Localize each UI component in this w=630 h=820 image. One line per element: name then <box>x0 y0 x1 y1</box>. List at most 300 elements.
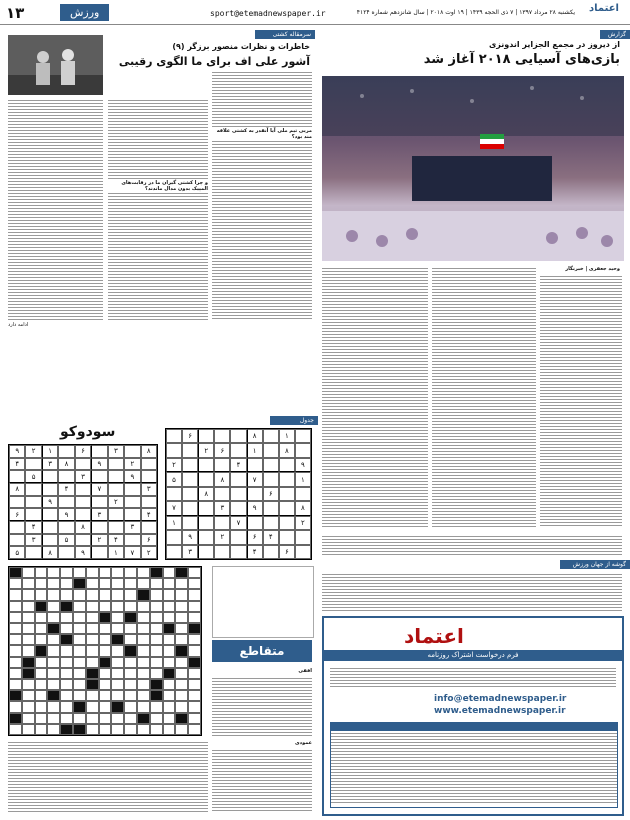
sudoku-cell[interactable] <box>42 534 58 547</box>
crossword-cell[interactable] <box>150 567 163 578</box>
crossword-cell[interactable] <box>99 567 112 578</box>
crossword-cell[interactable] <box>111 578 124 589</box>
sudoku-cell[interactable] <box>198 472 214 486</box>
crossword-cell[interactable] <box>124 724 137 735</box>
sudoku-cell[interactable]: ۲ <box>198 443 214 457</box>
sudoku-cell[interactable]: ۲ <box>25 445 41 458</box>
crossword-cell[interactable] <box>163 679 176 690</box>
crossword-cell[interactable] <box>35 601 48 612</box>
sudoku-cell[interactable] <box>91 470 107 483</box>
sudoku-cell[interactable] <box>263 545 279 559</box>
crossword-cell[interactable] <box>150 623 163 634</box>
sudoku-cell[interactable] <box>247 516 263 530</box>
crossword-cell[interactable] <box>22 690 35 701</box>
sudoku-cell[interactable]: ۸ <box>214 472 230 486</box>
sudoku-cell[interactable]: ۱ <box>42 445 58 458</box>
sudoku-cell[interactable]: ۱ <box>247 443 263 457</box>
crossword-cell[interactable] <box>137 578 150 589</box>
sudoku-cell[interactable]: ۸ <box>295 501 311 515</box>
sudoku-cell[interactable] <box>75 483 91 496</box>
sudoku-cell[interactable] <box>108 508 124 521</box>
crossword-cell[interactable] <box>86 645 99 656</box>
sudoku-cell[interactable] <box>25 483 41 496</box>
crossword-cell[interactable] <box>111 657 124 668</box>
sudoku-cell[interactable]: ۶ <box>263 487 279 501</box>
sudoku-cell[interactable]: ۱ <box>279 429 295 443</box>
crossword-cell[interactable] <box>73 578 86 589</box>
sudoku-cell[interactable] <box>166 487 182 501</box>
sudoku-cell[interactable] <box>247 458 263 472</box>
crossword-cell[interactable] <box>35 612 48 623</box>
crossword-cell[interactable] <box>22 567 35 578</box>
crossword-cell[interactable] <box>111 701 124 712</box>
crossword-cell[interactable] <box>111 601 124 612</box>
crossword-cell[interactable] <box>188 612 201 623</box>
crossword-cell[interactable] <box>111 724 124 735</box>
sudoku-cell[interactable] <box>58 470 74 483</box>
crossword-cell[interactable] <box>22 645 35 656</box>
sudoku-cell[interactable]: ۸ <box>75 521 91 534</box>
crossword-cell[interactable] <box>86 601 99 612</box>
crossword-cell[interactable] <box>9 690 22 701</box>
sudoku-cell[interactable] <box>295 545 311 559</box>
sudoku-cell[interactable]: ۶ <box>182 429 198 443</box>
sudoku-cell[interactable] <box>214 516 230 530</box>
crossword-cell[interactable] <box>163 601 176 612</box>
sudoku-cell[interactable] <box>295 443 311 457</box>
sudoku-cell[interactable]: ۲ <box>166 458 182 472</box>
crossword-cell[interactable] <box>150 668 163 679</box>
sudoku-cell[interactable] <box>166 545 182 559</box>
sudoku-cell[interactable]: ۸ <box>247 429 263 443</box>
sudoku-cell[interactable] <box>230 443 246 457</box>
sudoku-cell[interactable]: ۳ <box>141 483 157 496</box>
sudoku-cell[interactable] <box>141 521 157 534</box>
crossword-cell[interactable] <box>99 623 112 634</box>
sudoku-cell[interactable]: ۴ <box>263 530 279 544</box>
crossword-cell[interactable] <box>175 567 188 578</box>
sudoku-cell[interactable]: ۹ <box>75 546 91 559</box>
crossword-cell[interactable] <box>124 713 137 724</box>
sudoku-cell[interactable] <box>91 496 107 509</box>
crossword-cell[interactable] <box>188 690 201 701</box>
sudoku-cell[interactable] <box>91 546 107 559</box>
crossword-cell[interactable] <box>86 623 99 634</box>
sudoku-right-grid[interactable] <box>165 428 312 560</box>
crossword-cell[interactable] <box>137 713 150 724</box>
crossword-cell[interactable] <box>137 623 150 634</box>
crossword-cell[interactable] <box>22 612 35 623</box>
sudoku-cell[interactable]: ۱ <box>108 546 124 559</box>
sudoku-cell[interactable] <box>124 496 140 509</box>
crossword-cell[interactable] <box>47 634 60 645</box>
sudoku-cell[interactable] <box>75 458 91 471</box>
sudoku-cell[interactable] <box>58 496 74 509</box>
crossword-cell[interactable] <box>60 668 73 679</box>
crossword-cell[interactable] <box>47 724 60 735</box>
crossword-cell[interactable] <box>35 623 48 634</box>
crossword-cell[interactable] <box>111 623 124 634</box>
sudoku-cell[interactable] <box>42 521 58 534</box>
sudoku-cell[interactable]: ۴ <box>108 534 124 547</box>
sudoku-cell[interactable] <box>214 545 230 559</box>
sudoku-cell[interactable] <box>25 508 41 521</box>
crossword-cell[interactable] <box>124 601 137 612</box>
crossword-cell[interactable] <box>99 701 112 712</box>
sudoku-cell[interactable] <box>295 530 311 544</box>
sudoku-cell[interactable]: ۷ <box>247 472 263 486</box>
sudoku-cell[interactable]: ۹ <box>58 508 74 521</box>
crossword-cell[interactable] <box>9 657 22 668</box>
sudoku-cell[interactable]: ۵ <box>58 534 74 547</box>
sudoku-cell[interactable]: ۷ <box>166 501 182 515</box>
crossword-cell[interactable] <box>47 623 60 634</box>
sudoku-cell[interactable] <box>279 458 295 472</box>
crossword-cell[interactable] <box>86 578 99 589</box>
sudoku-cell[interactable]: ۳ <box>91 508 107 521</box>
crossword-cell[interactable] <box>22 668 35 679</box>
sudoku-cell[interactable] <box>230 530 246 544</box>
crossword-cell[interactable] <box>175 578 188 589</box>
crossword-cell[interactable] <box>175 623 188 634</box>
sudoku-cell[interactable] <box>214 458 230 472</box>
crossword-cell[interactable] <box>137 612 150 623</box>
crossword-cell[interactable] <box>47 645 60 656</box>
crossword-cell[interactable] <box>60 589 73 600</box>
crossword-cell[interactable] <box>47 612 60 623</box>
crossword-cell[interactable] <box>124 645 137 656</box>
sudoku-cell[interactable] <box>42 508 58 521</box>
crossword-cell[interactable] <box>99 612 112 623</box>
crossword-cell[interactable] <box>9 623 22 634</box>
sudoku-cell[interactable]: ۴ <box>58 483 74 496</box>
sudoku-cell[interactable]: ۱ <box>295 472 311 486</box>
crossword-cell[interactable] <box>150 657 163 668</box>
crossword-cell[interactable] <box>73 601 86 612</box>
sudoku-cell[interactable] <box>9 470 25 483</box>
crossword-cell[interactable] <box>137 668 150 679</box>
crossword-cell[interactable] <box>150 713 163 724</box>
sudoku-cell[interactable]: ۶ <box>141 534 157 547</box>
crossword-cell[interactable] <box>175 713 188 724</box>
crossword-cell[interactable] <box>175 690 188 701</box>
sudoku-cell[interactable]: ۵ <box>25 470 41 483</box>
sudoku-cell[interactable] <box>263 501 279 515</box>
crossword-cell[interactable] <box>137 601 150 612</box>
crossword-cell[interactable] <box>111 612 124 623</box>
sudoku-cell[interactable] <box>141 496 157 509</box>
crossword-cell[interactable] <box>86 589 99 600</box>
crossword-cell[interactable] <box>175 634 188 645</box>
crossword-cell[interactable] <box>73 724 86 735</box>
crossword-cell[interactable] <box>163 701 176 712</box>
crossword-cell[interactable] <box>35 713 48 724</box>
crossword-cell[interactable] <box>188 668 201 679</box>
crossword-cell[interactable] <box>137 724 150 735</box>
crossword-cell[interactable] <box>188 634 201 645</box>
crossword-cell[interactable] <box>188 713 201 724</box>
sudoku-cell[interactable]: ۷ <box>124 546 140 559</box>
crossword-cell[interactable] <box>47 601 60 612</box>
crossword-cell[interactable] <box>163 567 176 578</box>
sudoku-cell[interactable] <box>141 458 157 471</box>
crossword-cell[interactable] <box>22 657 35 668</box>
sudoku-cell[interactable] <box>108 470 124 483</box>
sudoku-cell[interactable]: ۱ <box>166 516 182 530</box>
sudoku-cell[interactable]: ۸ <box>58 458 74 471</box>
sudoku-cell[interactable] <box>75 534 91 547</box>
crossword-cell[interactable] <box>86 690 99 701</box>
crossword-cell[interactable] <box>22 724 35 735</box>
sudoku-cell[interactable] <box>279 487 295 501</box>
sudoku-cell[interactable] <box>124 534 140 547</box>
crossword-cell[interactable] <box>60 623 73 634</box>
sudoku-cell[interactable] <box>124 508 140 521</box>
sudoku-cell[interactable] <box>263 472 279 486</box>
sudoku-cell[interactable]: ۸ <box>42 546 58 559</box>
sudoku-cell[interactable]: ۸ <box>198 487 214 501</box>
crossword-cell[interactable] <box>47 713 60 724</box>
crossword-cell[interactable] <box>60 634 73 645</box>
crossword-cell[interactable] <box>150 578 163 589</box>
crossword-cell[interactable] <box>137 690 150 701</box>
sudoku-cell[interactable] <box>9 496 25 509</box>
crossword-cell[interactable] <box>73 567 86 578</box>
crossword-cell[interactable] <box>9 634 22 645</box>
crossword-cell[interactable] <box>150 724 163 735</box>
sudoku-cell[interactable] <box>295 487 311 501</box>
crossword-cell[interactable] <box>188 601 201 612</box>
crossword-cell[interactable] <box>99 601 112 612</box>
crossword-cell[interactable] <box>137 567 150 578</box>
sudoku-cell[interactable] <box>198 545 214 559</box>
sudoku-cell[interactable] <box>25 546 41 559</box>
crossword-cell[interactable] <box>35 701 48 712</box>
sudoku-cell[interactable]: ۸ <box>9 483 25 496</box>
crossword-cell[interactable] <box>137 679 150 690</box>
sudoku-cell[interactable]: ۲ <box>214 530 230 544</box>
crossword-cell[interactable] <box>35 668 48 679</box>
crossword-cell[interactable] <box>111 589 124 600</box>
crossword-cell[interactable] <box>163 578 176 589</box>
sudoku-cell[interactable]: ۲ <box>91 534 107 547</box>
crossword-cell[interactable] <box>9 679 22 690</box>
sudoku-cell[interactable] <box>182 501 198 515</box>
sudoku-cell[interactable] <box>124 445 140 458</box>
crossword-cell[interactable] <box>73 701 86 712</box>
crossword-cell[interactable] <box>99 645 112 656</box>
sudoku-cell[interactable] <box>108 521 124 534</box>
crossword-cell[interactable] <box>137 589 150 600</box>
sudoku-cell[interactable] <box>230 429 246 443</box>
crossword-grid[interactable] <box>8 566 202 736</box>
crossword-cell[interactable] <box>86 634 99 645</box>
sudoku-cell[interactable]: ۳ <box>75 470 91 483</box>
crossword-cell[interactable] <box>86 713 99 724</box>
crossword-cell[interactable] <box>111 645 124 656</box>
sudoku-cell[interactable] <box>198 530 214 544</box>
sudoku-cell[interactable]: ۳ <box>124 521 140 534</box>
crossword-cell[interactable] <box>60 567 73 578</box>
crossword-cell[interactable] <box>73 679 86 690</box>
crossword-cell[interactable] <box>9 567 22 578</box>
crossword-cell[interactable] <box>150 701 163 712</box>
sudoku-cell[interactable]: ۳ <box>25 534 41 547</box>
sudoku-cell[interactable] <box>166 530 182 544</box>
crossword-cell[interactable] <box>150 690 163 701</box>
crossword-cell[interactable] <box>22 623 35 634</box>
sudoku-cell[interactable] <box>198 516 214 530</box>
crossword-cell[interactable] <box>9 713 22 724</box>
sudoku-cell[interactable] <box>198 458 214 472</box>
sudoku-cell[interactable] <box>230 472 246 486</box>
crossword-cell[interactable] <box>73 623 86 634</box>
sudoku-cell[interactable] <box>182 472 198 486</box>
crossword-cell[interactable] <box>22 601 35 612</box>
crossword-cell[interactable] <box>47 679 60 690</box>
crossword-cell[interactable] <box>60 713 73 724</box>
crossword-cell[interactable] <box>175 701 188 712</box>
sudoku-cell[interactable]: ۹ <box>124 470 140 483</box>
sudoku-cell[interactable]: ۷ <box>230 516 246 530</box>
crossword-cell[interactable] <box>124 589 137 600</box>
sudoku-cell[interactable]: ۳ <box>108 445 124 458</box>
crossword-cell[interactable] <box>9 589 22 600</box>
sudoku-cell[interactable]: ۴ <box>247 545 263 559</box>
crossword-cell[interactable] <box>60 601 73 612</box>
crossword-cell[interactable] <box>86 567 99 578</box>
crossword-cell[interactable] <box>35 645 48 656</box>
crossword-cell[interactable] <box>175 589 188 600</box>
sudoku-cell[interactable]: ۶ <box>9 508 25 521</box>
crossword-cell[interactable] <box>73 612 86 623</box>
sudoku-cell[interactable]: ۶ <box>214 443 230 457</box>
crossword-cell[interactable] <box>9 701 22 712</box>
crossword-cell[interactable] <box>163 634 176 645</box>
crossword-cell[interactable] <box>163 645 176 656</box>
crossword-cell[interactable] <box>9 668 22 679</box>
crossword-cell[interactable] <box>35 567 48 578</box>
sudoku-cell[interactable] <box>58 521 74 534</box>
crossword-cell[interactable] <box>73 668 86 679</box>
sudoku-cell[interactable] <box>166 443 182 457</box>
sudoku-cell[interactable] <box>182 443 198 457</box>
crossword-cell[interactable] <box>137 645 150 656</box>
sudoku-cell[interactable] <box>75 508 91 521</box>
crossword-cell[interactable] <box>163 657 176 668</box>
crossword-cell[interactable] <box>124 701 137 712</box>
crossword-cell[interactable] <box>47 668 60 679</box>
sudoku-cell[interactable] <box>214 429 230 443</box>
sudoku-cell[interactable]: ۶ <box>75 445 91 458</box>
sudoku-cell[interactable] <box>263 443 279 457</box>
sudoku-cell[interactable]: ۴ <box>25 521 41 534</box>
crossword-cell[interactable] <box>35 589 48 600</box>
crossword-cell[interactable] <box>188 701 201 712</box>
crossword-cell[interactable] <box>175 679 188 690</box>
crossword-cell[interactable] <box>188 645 201 656</box>
crossword-cell[interactable] <box>73 645 86 656</box>
crossword-cell[interactable] <box>60 679 73 690</box>
sudoku-cell[interactable]: ۵ <box>166 472 182 486</box>
crossword-cell[interactable] <box>188 623 201 634</box>
sudoku-cell[interactable]: ۳ <box>42 458 58 471</box>
crossword-cell[interactable] <box>86 701 99 712</box>
crossword-cell[interactable] <box>163 668 176 679</box>
sudoku-cell[interactable]: ۵ <box>9 546 25 559</box>
sudoku-cell[interactable]: ۸ <box>141 445 157 458</box>
crossword-cell[interactable] <box>60 701 73 712</box>
sudoku-cell[interactable] <box>230 545 246 559</box>
crossword-cell[interactable] <box>163 690 176 701</box>
crossword-cell[interactable] <box>175 724 188 735</box>
ad-website[interactable]: www.etemadnewspaper.ir <box>434 706 566 716</box>
crossword-cell[interactable] <box>188 724 201 735</box>
sudoku-cell[interactable] <box>9 521 25 534</box>
crossword-cell[interactable] <box>86 679 99 690</box>
crossword-cell[interactable] <box>99 657 112 668</box>
sudoku-cell[interactable]: ۹ <box>42 496 58 509</box>
sudoku-cell[interactable]: ۲ <box>124 458 140 471</box>
crossword-cell[interactable] <box>137 657 150 668</box>
sudoku-cell[interactable]: ۳ <box>214 501 230 515</box>
crossword-cell[interactable] <box>188 589 201 600</box>
crossword-cell[interactable] <box>124 679 137 690</box>
crossword-cell[interactable] <box>163 612 176 623</box>
sudoku-cell[interactable] <box>263 429 279 443</box>
crossword-cell[interactable] <box>150 589 163 600</box>
crossword-cell[interactable] <box>124 612 137 623</box>
crossword-cell[interactable] <box>124 578 137 589</box>
crossword-cell[interactable] <box>73 589 86 600</box>
crossword-cell[interactable] <box>86 612 99 623</box>
crossword-cell[interactable] <box>175 612 188 623</box>
crossword-cell[interactable] <box>47 701 60 712</box>
crossword-cell[interactable] <box>188 679 201 690</box>
sudoku-cell[interactable]: ۴ <box>230 458 246 472</box>
crossword-cell[interactable] <box>60 724 73 735</box>
crossword-cell[interactable] <box>60 690 73 701</box>
crossword-cell[interactable] <box>47 589 60 600</box>
crossword-cell[interactable] <box>22 713 35 724</box>
sudoku-cell[interactable] <box>279 530 295 544</box>
crossword-cell[interactable] <box>73 634 86 645</box>
crossword-cell[interactable] <box>124 690 137 701</box>
crossword-cell[interactable] <box>73 690 86 701</box>
crossword-cell[interactable] <box>111 713 124 724</box>
crossword-cell[interactable] <box>124 657 137 668</box>
crossword-cell[interactable] <box>150 679 163 690</box>
sudoku-cell[interactable] <box>279 501 295 515</box>
crossword-cell[interactable] <box>35 679 48 690</box>
crossword-cell[interactable] <box>60 645 73 656</box>
crossword-cell[interactable] <box>124 668 137 679</box>
crossword-cell[interactable] <box>111 690 124 701</box>
sudoku-cell[interactable] <box>75 496 91 509</box>
crossword-cell[interactable] <box>99 578 112 589</box>
crossword-cell[interactable] <box>9 645 22 656</box>
crossword-cell[interactable] <box>35 578 48 589</box>
sudoku-cell[interactable]: ۸ <box>279 443 295 457</box>
sudoku-cell[interactable] <box>166 429 182 443</box>
sudoku-cell[interactable] <box>42 470 58 483</box>
crossword-cell[interactable] <box>111 567 124 578</box>
crossword-cell[interactable] <box>86 668 99 679</box>
sudoku-cell[interactable] <box>9 534 25 547</box>
sudoku-cell[interactable] <box>124 483 140 496</box>
sudoku-cell[interactable]: ۹ <box>295 458 311 472</box>
crossword-cell[interactable] <box>137 634 150 645</box>
